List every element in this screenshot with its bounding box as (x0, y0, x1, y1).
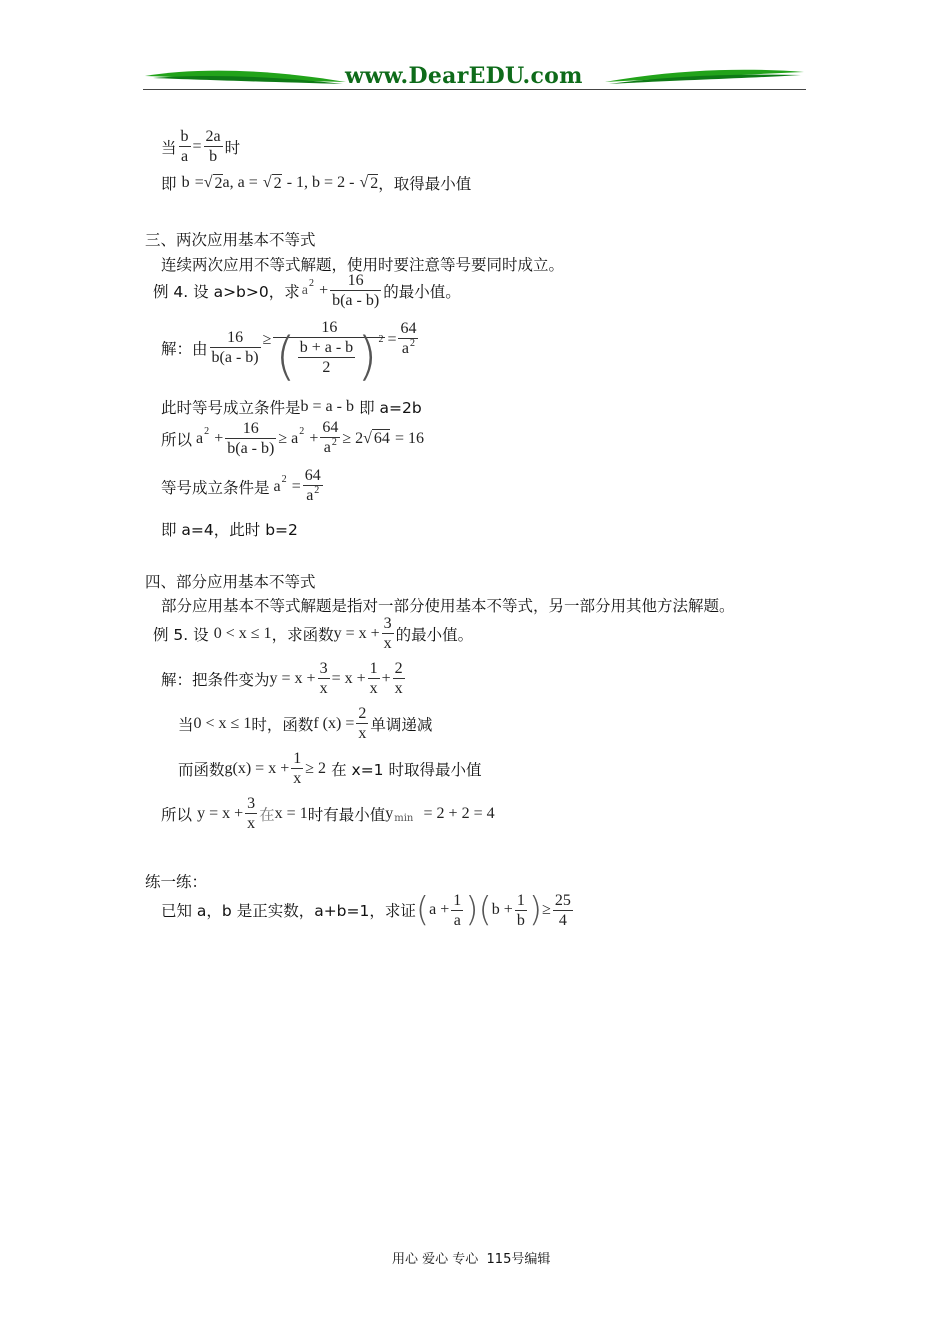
text: 单调递减 (370, 715, 433, 734)
radicand: 2 (370, 174, 379, 192)
denominator: x (358, 725, 367, 742)
exponent: 2 (378, 334, 384, 345)
result-line-1: 即 b = √ 2 a, a = √ 2 - 1, b = 2 - √ 2 ，取得最小值 (161, 174, 472, 193)
math-text: a (323, 439, 331, 456)
math-text: ≥ 2 (305, 759, 326, 777)
numerator: 2 (394, 660, 403, 677)
plus-sign: + (319, 281, 329, 299)
fraction (330, 271, 381, 310)
numerator: 2 (358, 705, 367, 722)
math-text: a + (429, 901, 450, 918)
fraction (303, 466, 323, 507)
monotonic-line (178, 704, 432, 743)
math-text: a (306, 487, 314, 504)
exponent: 2 (308, 278, 314, 289)
practice-problem: 已知 a，b 是正实数，a+b=1，求证 ( a + $\frac{1}{a}$ ) ( b + $\frac{1}{b}$ ) ≥ $\frac{25}{4}$ (161, 890, 571, 930)
text: 所以 (161, 805, 193, 824)
numerator: 16 (210, 328, 261, 348)
math-text: x = 1 (274, 804, 308, 822)
equality-condition (161, 396, 422, 418)
numerator: b + a - b (299, 339, 354, 356)
page-footer (392, 1248, 550, 1267)
math-text: a (273, 477, 281, 495)
text: 的最小值。 (395, 625, 474, 644)
fraction (368, 659, 380, 698)
text: ，取得最小值 (378, 175, 472, 193)
text: 例 4. 设 a>b>0，求 (153, 282, 300, 301)
fraction-2a-over-b (204, 127, 223, 166)
math-text: a (196, 429, 204, 447)
exponent: 2 (314, 485, 320, 496)
denominator: b (209, 148, 218, 165)
denominator: 4 (558, 911, 567, 929)
text: 解：由 (161, 339, 208, 358)
denominator: b(a - b) (332, 292, 380, 309)
fraction (398, 319, 418, 360)
radicand: 2 (214, 174, 223, 192)
denominator: a (180, 148, 189, 165)
subscript: min (394, 813, 414, 824)
numerator: 16 (330, 271, 381, 291)
radicand: 64 (373, 430, 390, 447)
math-text: = x + (331, 669, 366, 687)
denominator: a (453, 911, 461, 929)
math-text: a, a = (222, 174, 258, 191)
math-text: y (385, 804, 394, 822)
inner-fraction (298, 338, 355, 377)
math-text: a (301, 282, 308, 298)
numerator: 2a (205, 128, 221, 145)
math-text: g(x) = x + (224, 759, 290, 777)
site-logo: www.DearEDU.com (345, 63, 583, 89)
math-text: - 1, b = 2 - (286, 174, 355, 191)
fraction (451, 891, 463, 930)
numerator: 1 (369, 660, 378, 677)
solution-4 (161, 318, 420, 387)
denominator: x (247, 815, 256, 832)
math-text: ≥ 2 (342, 429, 364, 447)
numerator: 64 (400, 320, 417, 337)
denominator: ( $\frac{b + a - b}{2}$ ) 2 (275, 327, 384, 387)
example-4 (153, 271, 461, 310)
final-line (161, 794, 495, 833)
header-divider (143, 89, 806, 90)
section-desc-3: 连续两次应用不等式解题，使用时要注意等号要同时成立。 (161, 256, 565, 274)
fraction (320, 418, 340, 459)
text: 当 (178, 715, 194, 734)
text: 当 (161, 138, 177, 157)
fraction (382, 614, 394, 653)
math-text: b = a - b (300, 398, 354, 415)
numerator: 64 (304, 467, 321, 484)
fraction (245, 794, 257, 833)
math-text: y = x + (197, 804, 244, 822)
math-text: ≥ a (278, 429, 299, 447)
math-text: 0 < x ≤ 1 (213, 624, 272, 642)
geq-sign: ≥ (262, 330, 272, 348)
denominator: x (383, 635, 392, 652)
numerator: 1 (516, 891, 525, 909)
text: ，求函数 (271, 625, 334, 644)
equals-sign: = (387, 330, 397, 348)
solution-5 (161, 659, 407, 698)
text: 此时等号成立条件是 (161, 399, 301, 417)
section-desc-4: 部分应用基本不等式解题是指对一部分使用基本不等式，另一部分用其他方法解题。 (161, 597, 735, 615)
math-text: f (x) = (313, 714, 355, 732)
right-swoosh-graphic (603, 66, 806, 88)
text: 即 a=2b (359, 399, 422, 417)
left-swoosh-graphic (143, 66, 348, 88)
numerator: 1 (293, 750, 302, 767)
numerator: 3 (383, 615, 392, 632)
equals-sign: = (192, 137, 202, 155)
math-text: b + (491, 901, 513, 918)
text: 的最小值。 (383, 282, 461, 301)
denominator: b(a - b) (211, 349, 259, 366)
result-4: 即 a=4，此时 b=2 (161, 521, 298, 539)
text: 解：把条件变为 (161, 670, 270, 689)
denominator: b(a - b) (227, 440, 275, 457)
section-title-4: 四、部分应用基本不等式 (145, 573, 316, 591)
math-text: y = x + (269, 669, 316, 687)
fraction (210, 328, 261, 367)
fraction (515, 891, 527, 930)
text: 所以 (161, 430, 193, 449)
exponent: 2 (410, 338, 416, 349)
denominator: 2 (322, 359, 331, 376)
math-text: b (181, 174, 190, 191)
math-text: = 16 (395, 429, 425, 447)
plus-sign: + (309, 429, 319, 447)
denominator: x (394, 680, 403, 697)
math-text: y = x + (333, 624, 380, 642)
text: 例 5. 设 (153, 625, 209, 644)
practice-title: 练一练： (145, 873, 208, 891)
fraction-big (273, 318, 385, 387)
denominator: b (516, 911, 525, 929)
fraction (553, 891, 573, 930)
equals-sign: = (194, 174, 204, 191)
math-text: = 2 + 2 = 4 (423, 804, 495, 822)
text: 在 x=1 时取得最小值 (331, 760, 482, 779)
footer-edition: 115号编辑 (486, 1252, 551, 1267)
text: 等号成立条件是 (161, 478, 270, 497)
condition-line (161, 127, 240, 166)
fraction (318, 659, 330, 698)
text: 而函数 (178, 760, 225, 779)
text: 时 (224, 138, 241, 157)
fraction (393, 659, 405, 698)
exponent: 2 (299, 426, 305, 437)
therefore-line: 所以 a 2 + $\frac{16}{b(a - b)}$ ≥ a 2 + $\frac{64}{a^2}$ ≥ 2 √ 64 = 16 (161, 419, 425, 457)
text: 已知 a，b 是正实数，a+b=1，求证 (161, 902, 416, 920)
text: 时有最小值 (307, 805, 386, 824)
denominator: x (319, 680, 328, 697)
denominator: x (293, 770, 302, 787)
example-5 (153, 614, 473, 653)
section-title-3: 三、两次应用基本不等式 (145, 231, 316, 249)
math-text: a (401, 340, 410, 357)
g-function-line (178, 749, 481, 788)
footer-text: 用心 爱心 专心 (392, 1252, 479, 1267)
radicand: 2 (273, 174, 282, 192)
numerator: 25 (554, 891, 571, 909)
text: 在 (259, 805, 275, 824)
plus-sign: + (214, 429, 224, 447)
equality-condition-2 (161, 466, 325, 507)
geq-sign: ≥ (542, 901, 551, 918)
equals-sign: = (291, 477, 301, 495)
numerator: 64 (322, 419, 339, 436)
text: 时，函数 (251, 715, 314, 734)
numerator: b (180, 128, 189, 145)
exponent: 2 (331, 437, 337, 448)
fraction (225, 419, 276, 458)
fraction (356, 704, 368, 743)
plus-sign: + (381, 669, 391, 687)
numerator: 16 (273, 318, 385, 338)
math-text: 0 < x ≤ 1 (193, 714, 252, 732)
numerator: 3 (319, 660, 328, 677)
denominator: x (369, 680, 378, 697)
numerator: 16 (225, 419, 276, 439)
numerator: 1 (453, 891, 462, 909)
exponent: 2 (204, 426, 210, 437)
numerator: 3 (247, 795, 256, 812)
fraction-b-over-a (179, 127, 191, 166)
text: 即 (161, 175, 177, 193)
fraction (291, 749, 303, 788)
exponent: 2 (281, 474, 287, 485)
